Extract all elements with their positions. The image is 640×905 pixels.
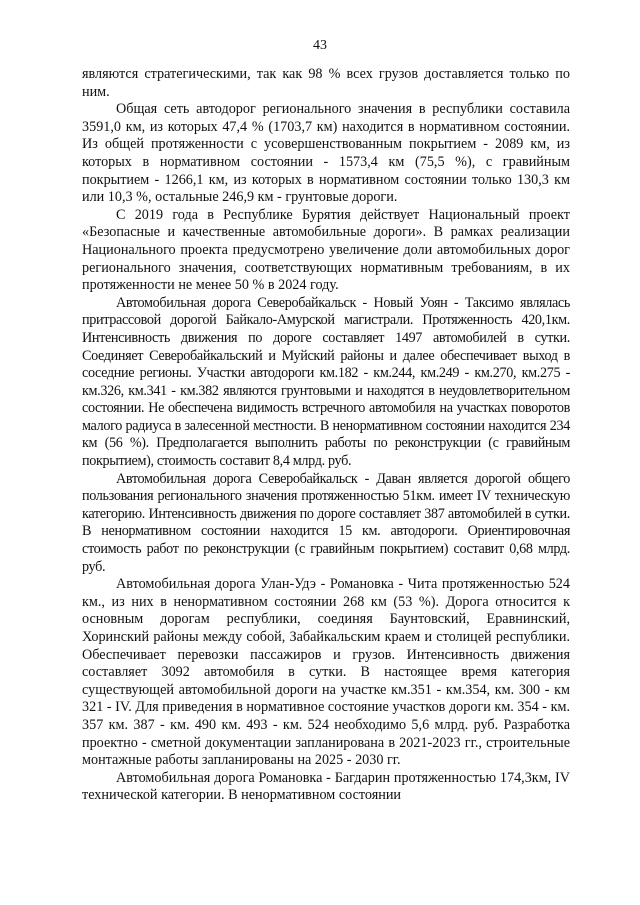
paragraph-5: Автомобильная дорога Северобайкальск - Даван является дорогой общего пользования регионального значения протяженностью 51км. имеет IV техническую категорию. Интенсивность движения по дороге составляет 387 автомобилей в сутки. В ненормативном состоянии находится 15 км. автодороги. Ориентировочная стоимость работ по реконструкции (с гравийным покрытием) составит 0,68 млрд. руб. xyxy=(82,470,570,575)
paragraph-7: Автомобильная дорога Романовка - Багдарин протяженностью 174,3км, IV технической категории. В ненормативном состоянии xyxy=(82,769,570,804)
paragraph-2: Общая сеть автодорог регионального значения в республики составила 3591,0 км, из которых 47,4 % (1703,7 км) находится в нормативном состоянии. Из общей протяженности с усовершенствованным покрытием - 2089 км, из которых в нормативном состоянии - 1573,4 км (75,5 %), с гравийным покрытием - 1266,1 км, из которых в нормативном состоянии только 130,3 км или 10,3 %, остальные 246,9 км - грунтовые дороги. xyxy=(82,101,570,206)
paragraph-4: Автомобильная дорога Северобайкальск - Новый Уоян - Таксимо являлась притрассовой дорогой Байкало-Амурской магистрали. Протяженность 420,1км. Интенсивность движения по дороге составляет 1497 автомобилей в сутки. Соединяет Северобайкальский и Муйский районы и далее обеспечивает выход в соседние регионы. Участки автодороги км.182 - км.244, км.249 - км.270, км.275 - км.326, км.341 - км.382 являются грунтовыми и находятся в неудовлетворительном состоянии. Не обеспечена видимость встречного автомобиля на участках поворотов малого радиуса в залесенной местности. В ненормативном состоянии находится 234 км (56 %). Предполагается выполнить работы по реконструкции (с гравийным покрытием), стоимость составит 8,4 млрд. руб. xyxy=(82,294,570,470)
body-text xyxy=(82,66,570,805)
paragraph-1: являются стратегическими, так как 98 % всех грузов доставляется только по ним. xyxy=(82,66,570,100)
paragraph-6: Автомобильная дорога Улан-Удэ - Романовка - Чита протяженностью 524 км., из них в ненормативном состоянии 268 км (53 %). Дорога относится к основным дорогам республики, соединяя Баунтовский, Еравнинский, Хоринский районы между собой, Забайкальским краем и столицей республики. Обеспечивает перевозки пассажиров и грузов. Интенсивность движения составляет 3092 автомобиля в сутки. В настоящее время категория существующей автомобильной дороги на участке км.351 - км.354, км. 300 - км 321 - IV. Для приведения в нормативное состояние участков дороги км. 354 - км. 357 км. 387 - км. 490 км. 493 - км. 524 необходимо 5,6 млрд. руб. Разработка проектно - сметной документации запланирована в 2021-2023 гг., строительные монтажные работы запланированы на 2025 - 2030 гг. xyxy=(82,576,570,769)
page-number: 43 xyxy=(313,38,327,53)
paragraph-3: С 2019 года в Республике Бурятия действует Национальный проект «Безопасные и качественные автомобильные дороги». В рамках реализации Национального проекта предусмотрено увеличение доли автомобильных дорог регионального значения, соответствующих нормативным требованиям, в их протяженности не менее 50 % в 2024 году. xyxy=(82,206,570,294)
